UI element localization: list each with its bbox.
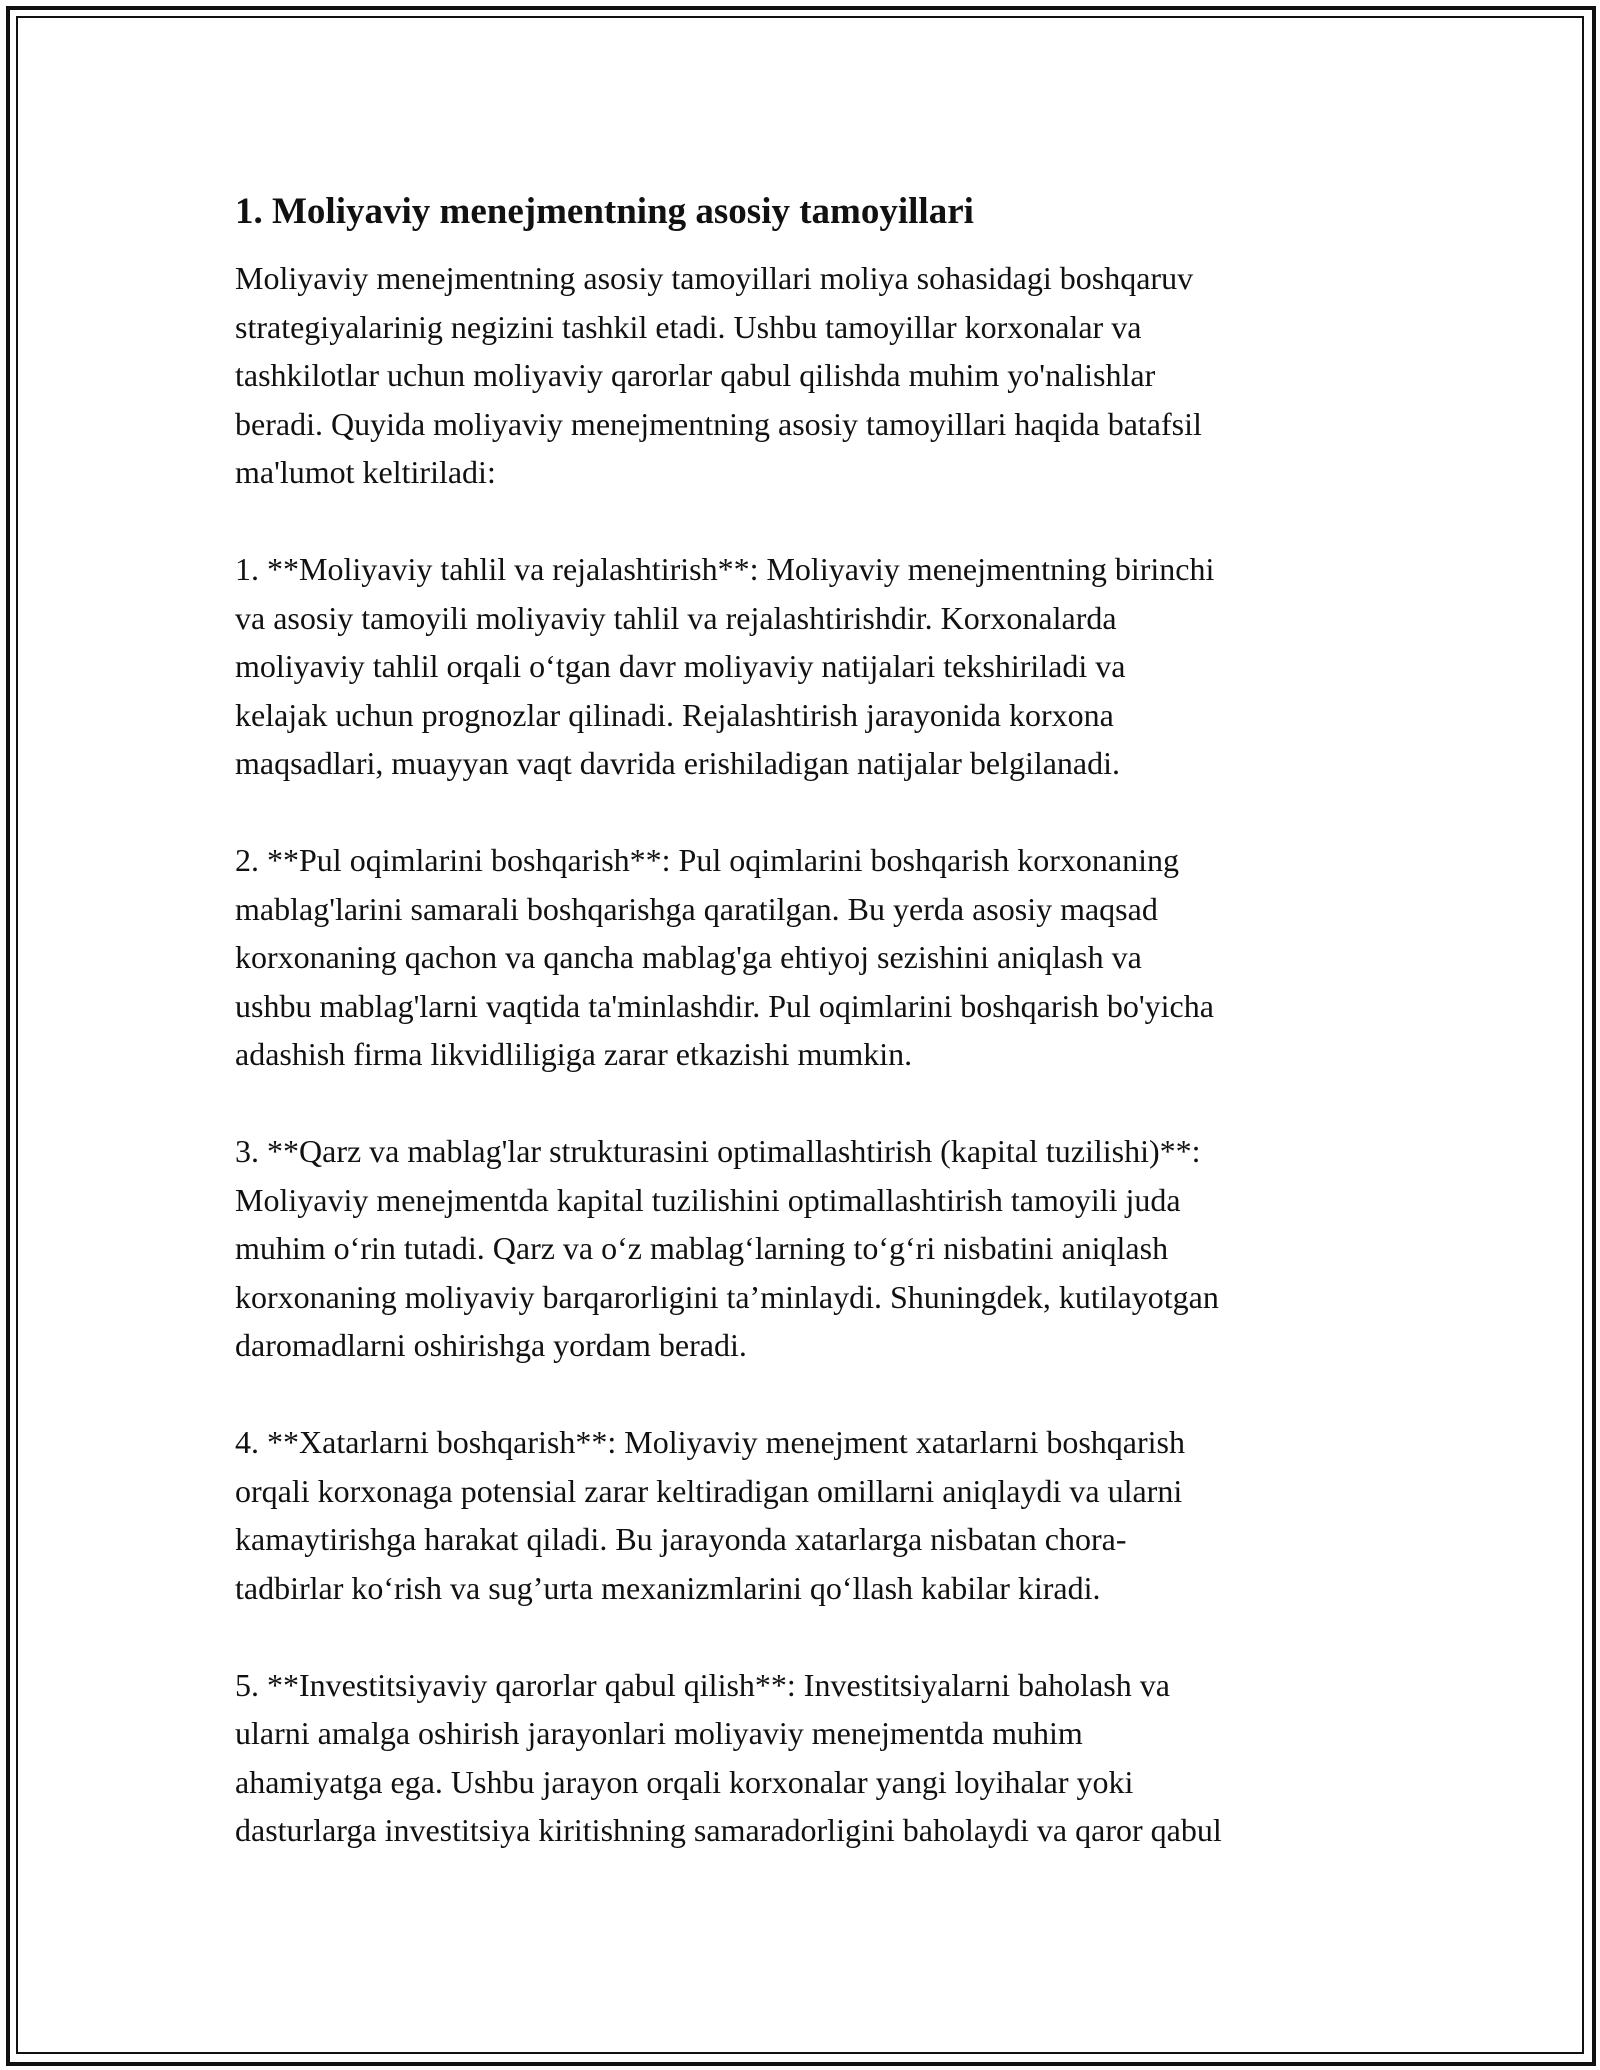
text-line: moliyaviy tahlil orqali o‘tgan davr moliyaviy natijalari tekshiriladi va	[235, 648, 1126, 684]
paragraph	[235, 836, 1375, 1079]
text-line: korxonaning moliyaviy barqarorligini ta’minlaydi. Shuningdek, kutilayotgan	[235, 1278, 1219, 1315]
text-line: ushbu mablag'larni vaqtida ta'minlashdir. Pul oqimlarini boshqarish bo'yicha	[235, 987, 1214, 1024]
text-line: va asosiy tamoyili moliyaviy tahlil va rejalashtirishdir. Korxonalarda	[235, 599, 1117, 636]
text-line: ularni amalga oshirish jarayonlari moliyaviy menejmentda muhim	[235, 1715, 1083, 1751]
text-line: tashkilotlar uchun moliyaviy qarorlar qabul qilishda muhim yo'nalishlar	[235, 357, 1156, 393]
text-line: 5. **Investitsiyaviy qarorlar qabul qilish**: Investitsiyalarni baholash va	[235, 1666, 1170, 1703]
text-line: Moliyaviy menejmentning asosiy tamoyillari moliya sohasidagi boshqaruv	[235, 260, 1194, 296]
text-line: 1. **Moliyaviy tahlil va rejalashtirish**: Moliyaviy menejmentning birinchi	[235, 551, 1215, 587]
paragraph	[235, 1127, 1375, 1370]
text-line: korxonaning qachon va qancha mablag'ga ehtiyoj sezishini aniqlash va	[235, 939, 1142, 975]
text-line: ahamiyatga ega. Ushbu jarayon orqali korxonalar yangi loyihalar yoki	[235, 1763, 1134, 1800]
text-line: 4. **Xatarlarni boshqarish**: Moliyaviy menejment xatarlarni boshqarish	[235, 1424, 1185, 1460]
text-line: dasturlarga investitsiya kiritishning samaradorligini baholaydi va qaror qabul	[235, 1812, 1222, 1848]
document-body	[235, 186, 1375, 1903]
paragraph	[235, 545, 1375, 788]
text-line: orqali korxonaga potensial zarar keltiradigan omillarni aniqlaydi va ularni	[235, 1472, 1183, 1509]
paragraph	[235, 1418, 1375, 1612]
paragraph-list	[235, 254, 1375, 1855]
text-line: Moliyaviy menejmentda kapital tuzilishini optimallashtirish tamoyili juda	[235, 1181, 1181, 1218]
section-heading: 1. Moliyaviy menejmentning asosiy tamoyillari	[235, 191, 974, 232]
text-line: ma'lumot keltiriladi:	[235, 454, 496, 490]
text-line: maqsadlari, muayyan vaqt davrida erishiladigan natijalar belgilanadi.	[235, 745, 1121, 781]
text-line: beradi. Quyida moliyaviy menejmentning asosiy tamoyillari haqida batafsil	[235, 405, 1202, 442]
text-line: mablag'larini samarali boshqarishga qaratilgan. Bu yerda asosiy maqsad	[235, 890, 1158, 927]
text-line: kamaytirishga harakat qiladi. Bu jarayonda xatarlarga nisbatan chora-	[235, 1521, 1127, 1557]
text-line: tadbirlar ko‘rish va sug’urta mexanizmlarini qo‘llash kabilar kiradi.	[235, 1569, 1101, 1606]
text-line: adashish firma likvidliligiga zarar etkazishi mumkin.	[235, 1036, 913, 1072]
text-line: daromadlarni oshirishga yordam beradi.	[235, 1327, 747, 1363]
text-line: muhim o‘rin tutadi. Qarz va o‘z mablag‘larning to‘g‘ri nisbatini aniqlash	[235, 1230, 1169, 1266]
text-line: kelajak uchun prognozlar qilinadi. Rejalashtirish jarayonida korxona	[235, 696, 1114, 733]
paragraph	[235, 1661, 1375, 1855]
text-line: 3. **Qarz va mablag'lar strukturasini optimallashtirish (kapital tuzilishi)**:	[235, 1133, 1201, 1169]
text-line: 2. **Pul oqimlarini boshqarish**: Pul oqimlarini boshqarish korxonaning	[235, 842, 1179, 878]
text-line: strategiyalarinig negizini tashkil etadi. Ushbu tamoyillar korxonalar va	[235, 308, 1142, 345]
paragraph	[235, 254, 1375, 497]
